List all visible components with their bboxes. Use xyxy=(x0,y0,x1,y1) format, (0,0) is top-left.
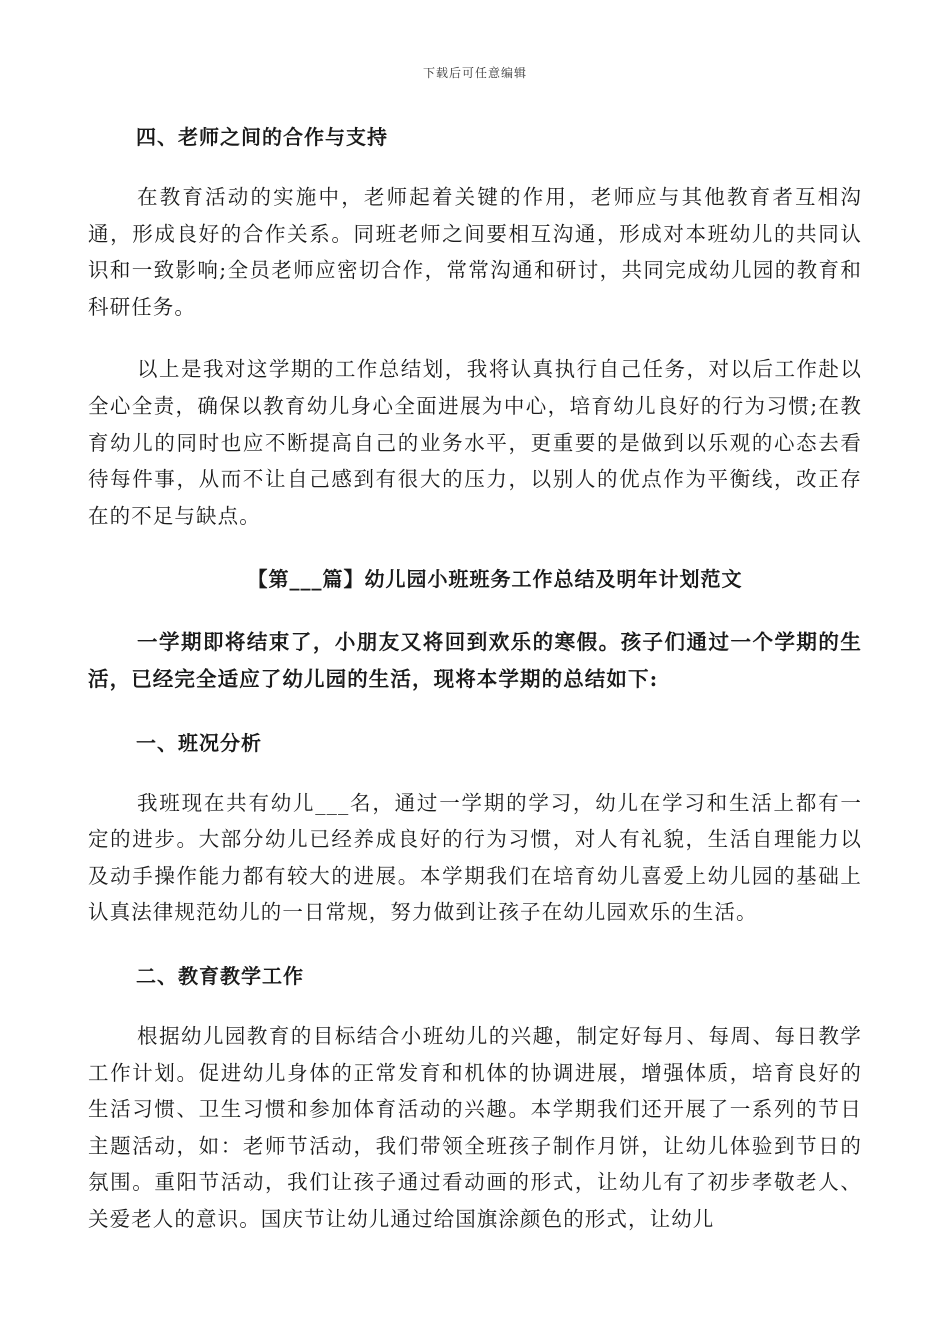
section-heading-cooperation: 四、老师之间的合作与支持 xyxy=(136,125,388,149)
paragraph-cooperation: 在教育活动的实施中，老师起着关键的作用，老师应与其他教育者互相沟通，形成良好的合作关系。同班老师之间要相互沟通，形成对本班幼儿的共同认识和一致影响;全员老师应密切合作，常常沟通和研讨，共同完成幼儿园的教育和科研任务。 xyxy=(88,185,862,319)
paragraph-conclusion: 以上是我对这学期的工作总结划，我将认真执行自己任务，对以后工作赴以全心全责，确保以教育幼儿身心全面进展为中心，培育幼儿良好的行为习惯;在教育幼儿的同时也应不断提高自己的业务水平，更重要的是做到以乐观的心态去看待每件事，从而不让自己感到有很大的压力，以别人的优点作为平衡线，改正存在的不足与缺点。 xyxy=(88,357,862,528)
paragraph-class-analysis: 我班现在共有幼儿___名，通过一学期的学习，幼儿在学习和生活上都有一定的进步。大部分幼儿已经养成良好的行为习惯，对人有礼貌，生活自理能力以及动手操作能力都有较大的进展。本学期我们在培育幼儿喜爱上幼儿园的基础上认真法律规范幼儿的一日常规，努力做到让孩子在幼儿园欢乐的生活。 xyxy=(88,790,862,925)
section-heading-class-analysis: 一、班况分析 xyxy=(136,730,262,755)
article-title: 【第___篇】幼儿园小班班务工作总结及明年计划范文 xyxy=(247,567,743,592)
paragraph-teaching: 根据幼儿园教育的目标结合小班幼儿的兴趣，制定好每月、每周、每日教学工作计划。促进幼儿身体的正常发育和机体的协调进展，增强体质，培育良好的生活习惯、卫生习惯和参加体育活动的兴趣。本学期我们还开展了一系列的节日主题活动，如：老师节活动，我们带领全班孩子制作月饼，让幼儿体验到节日的氛围。重阳节活动，我们让孩子通过看动画的形式，让幼儿有了初步孝敬老人、关爱老人的意识。国庆节让幼儿通过给国旗涂颜色的形式，让幼儿 xyxy=(88,1023,862,1231)
section-heading-teaching: 二、教育教学工作 xyxy=(136,963,304,988)
page-header: 下载后可任意编辑 xyxy=(422,66,527,80)
document-body xyxy=(88,118,862,1263)
paragraph-intro: 一学期即将结束了，小朋友又将回到欢乐的寒假。孩子们通过一个学期的生活，已经完全适应了幼儿园的生活，现将本学期的总结如下: xyxy=(88,630,862,691)
